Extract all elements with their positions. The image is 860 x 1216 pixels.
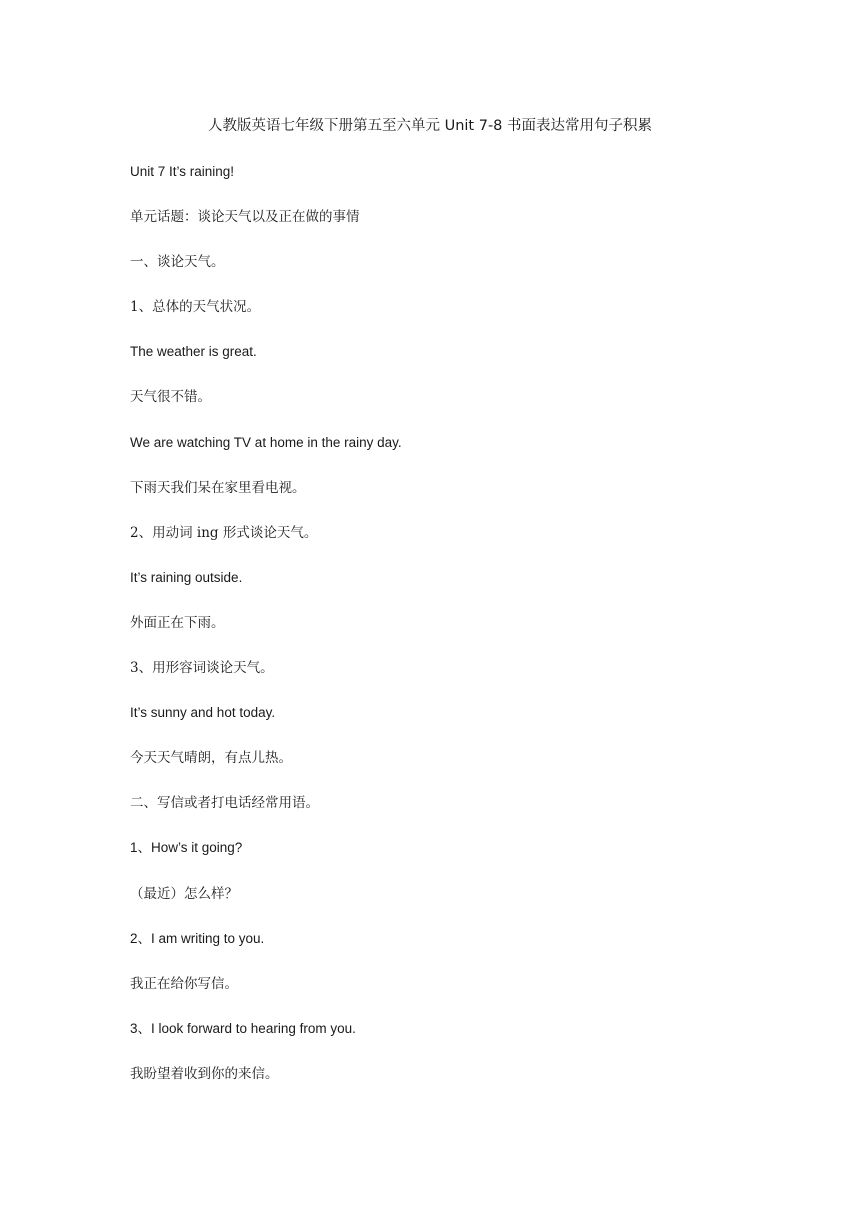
text-line: It’s sunny and hot today. — [130, 705, 276, 721]
text-line: 我盼望着收到你的来信。 — [130, 1065, 279, 1082]
text-line: 1、How’s it going? — [130, 840, 243, 856]
text-line: 今天天气晴朗，有点儿热。 — [130, 750, 292, 767]
text-line: Unit 7 It’s raining! — [130, 164, 235, 179]
text-line: 下雨天我们呆在家里看电视。 — [130, 479, 306, 496]
text-line: 二、写信或者打电话经常用语。 — [130, 795, 319, 812]
text-line: 2、用动词 ing 形式谈论天气。 — [130, 524, 318, 541]
text-line: The weather is great. — [130, 344, 257, 360]
text-line: 3、用形容词谈论天气。 — [130, 660, 274, 677]
text-line: 天气很不错。 — [130, 389, 211, 406]
document-body — [130, 161, 750, 1108]
text-line: We are watching TV at home in the rainy day. — [130, 434, 402, 450]
text-line: 2、I am writing to you. — [130, 930, 265, 946]
text-line: 外面正在下雨。 — [130, 614, 225, 631]
text-line: 1、总体的天气状况。 — [130, 299, 261, 316]
text-line: 我正在给你写信。 — [130, 975, 238, 992]
text-line: 单元话题：谈论天气以及正在做的事情 — [130, 209, 360, 226]
text-line: 一、谈论天气。 — [130, 254, 225, 271]
text-line: （最近）怎么样？ — [130, 885, 238, 902]
text-line: It’s raining outside. — [130, 569, 243, 585]
text-line: 3、I look forward to hearing from you. — [130, 1020, 356, 1036]
document-title: 人教版英语七年级下册第五至六单元 Unit 7-8 书面表达常用句子积累 — [207, 118, 653, 134]
